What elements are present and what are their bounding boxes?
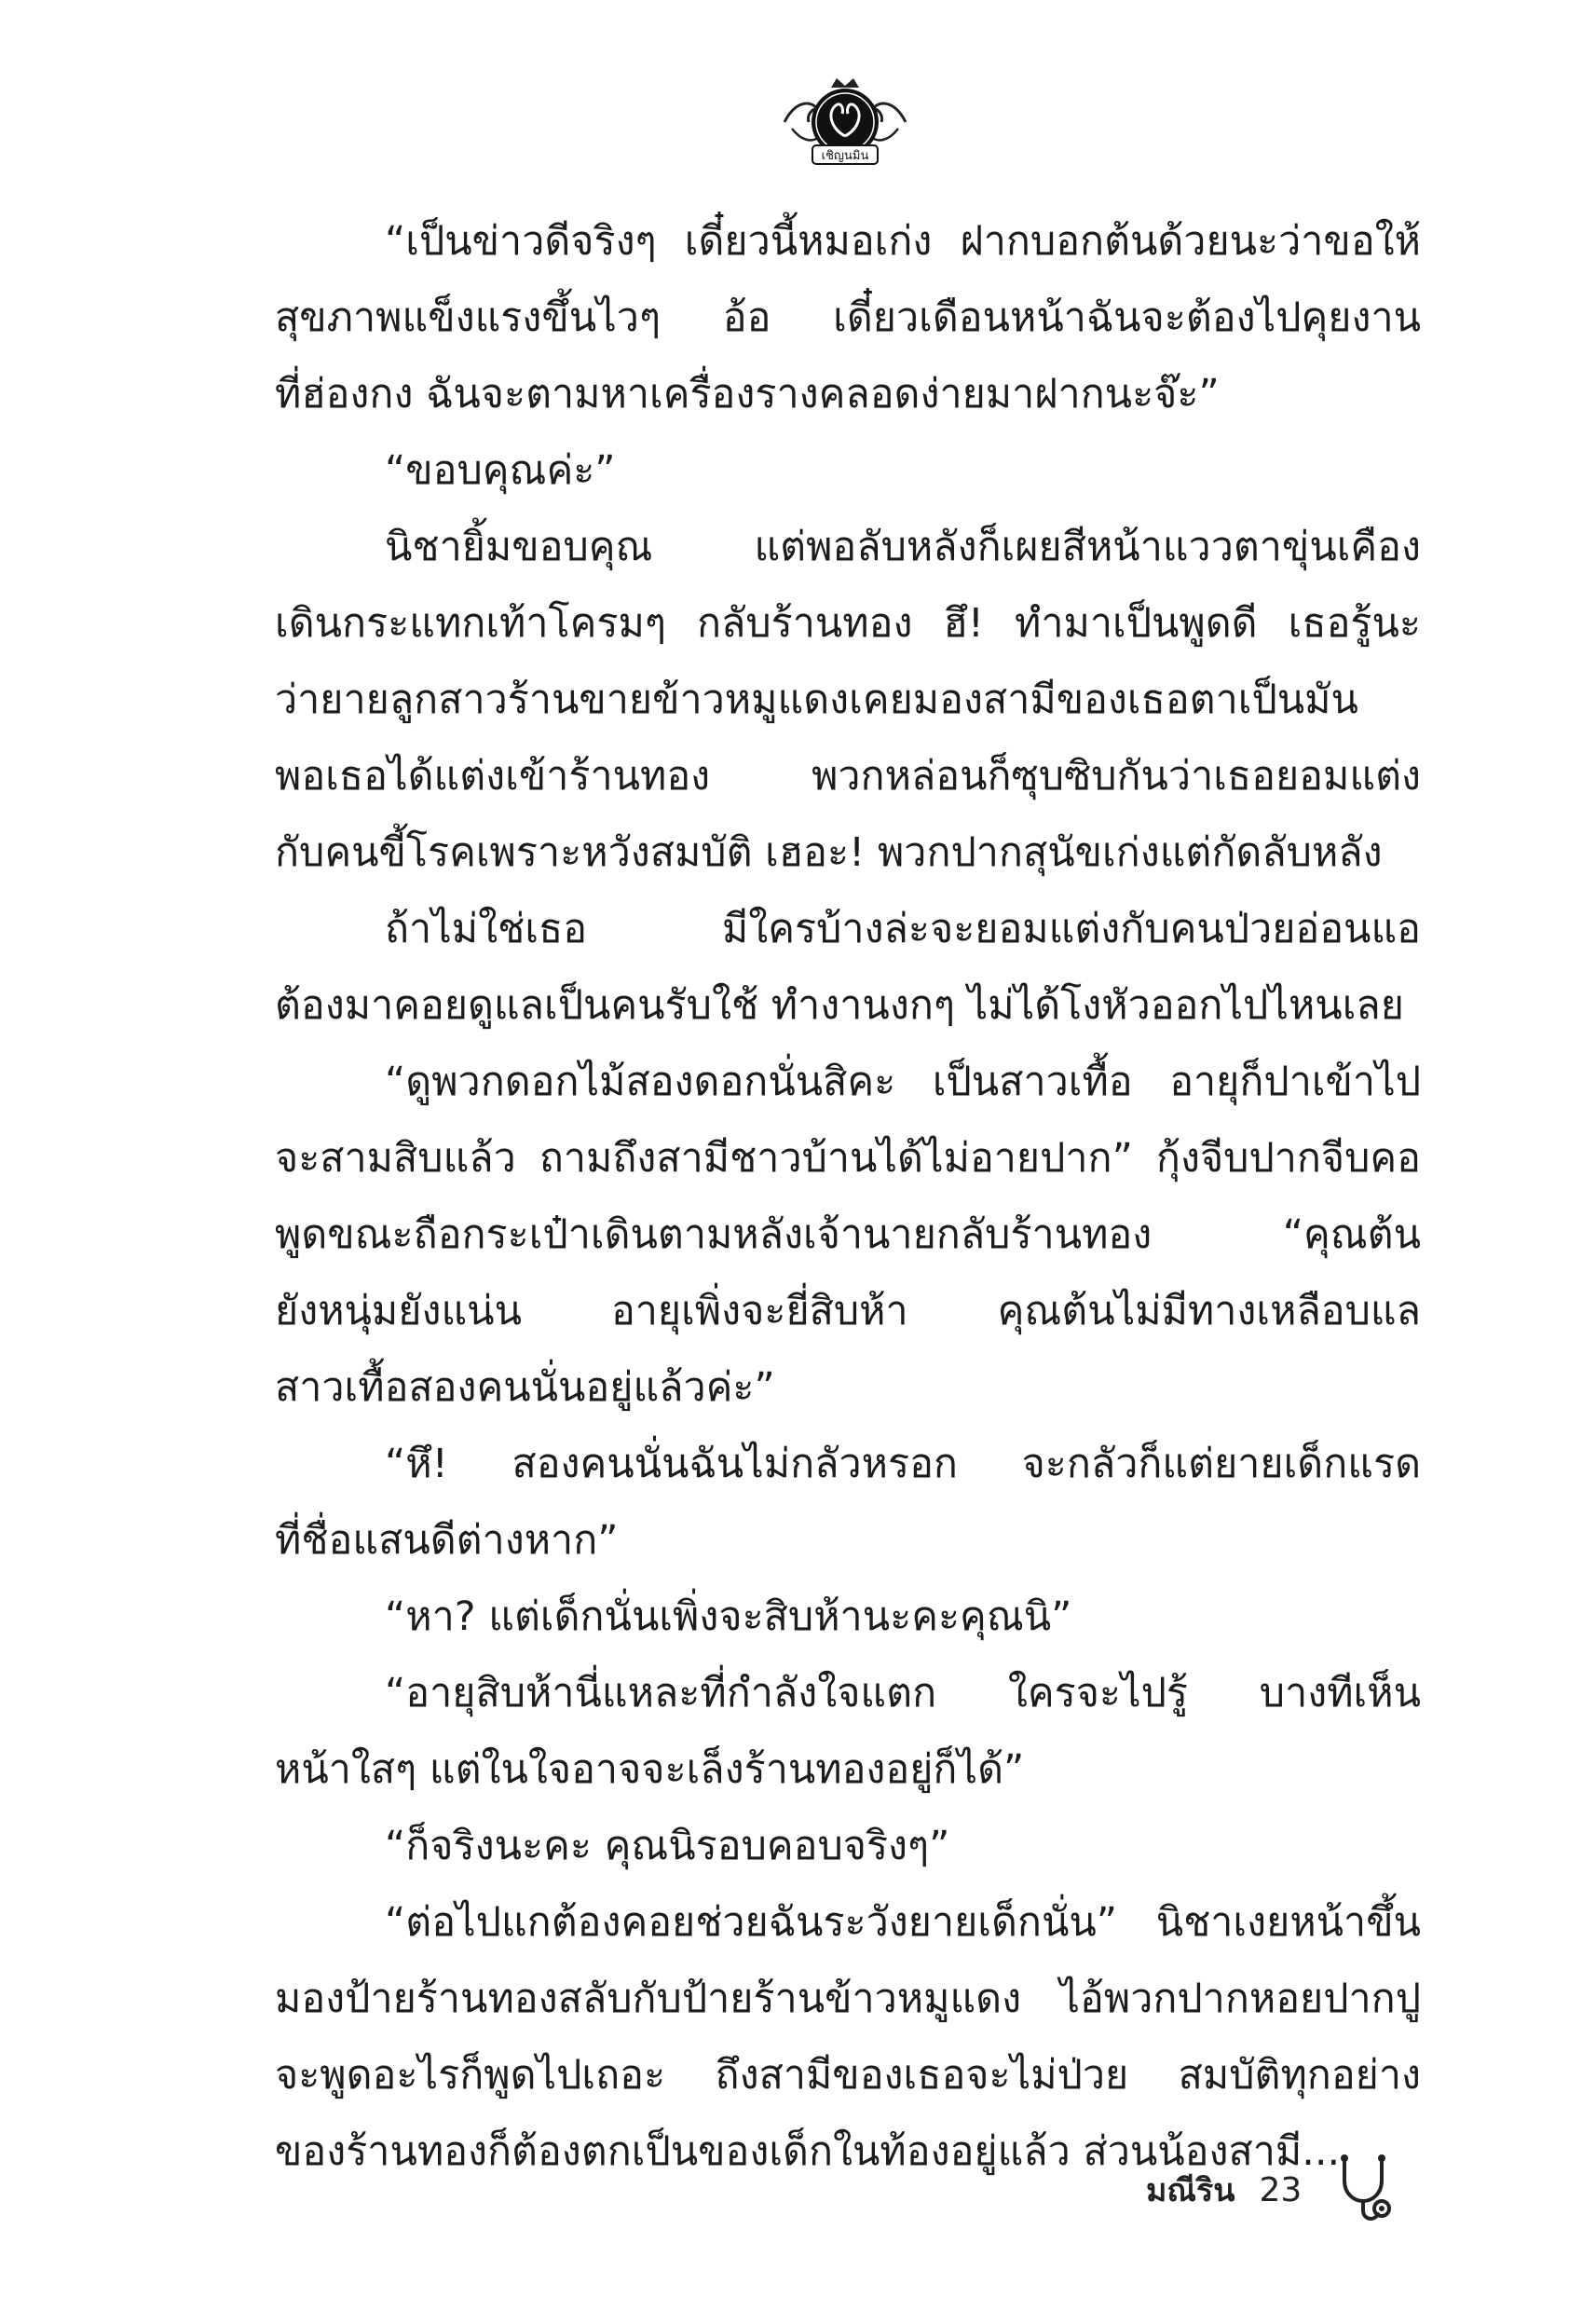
text-line: เดินกระแทกเท้าโครมๆ กลับร้านทอง ฮึ! ทำมาเป็นพูดดี เธอรู้นะ xyxy=(275,600,1421,647)
text-line: กับคนขี้โรคเพราะหวังสมบัติ เฮอะ! พวกปากสุนัขเก่งแต่กัดลับหลัง xyxy=(275,829,1383,876)
logo-crest xyxy=(775,71,915,173)
text-line: มองป้ายร้านทองสลับกับป้ายร้านข้าวหมูแดง ไอ้พวกปากหอยปากปู xyxy=(275,1976,1421,2022)
text-line: “หา? แต่เด็กนั่นเพิ่งจะสิบห้านะคะคุณนิ” xyxy=(385,1593,1072,1640)
page-footer xyxy=(1146,2153,1397,2227)
text-line: สาวเทื้อสองคนนั่นอยู่แล้วค่ะ” xyxy=(275,1364,775,1411)
logo-text: เชิญนมิน xyxy=(821,149,869,163)
text-line: “ต่อไปแกต้องคอยช่วยฉันระวังยายเด็กนั่น” นิชาเงยหน้าขึ้น xyxy=(385,1899,1421,1946)
text-line: ว่ายายลูกสาวร้านขายข้าวหมูแดงเคยมองสามีของเธอตาเป็นมัน xyxy=(275,677,1358,723)
text-line: “เป็นข่าวดีจริงๆ เดี๋ยวนี้หมอเก่ง ฝากบอกต้นด้วยนะว่าขอให้ xyxy=(385,218,1421,265)
page-number: 23 xyxy=(1259,2170,1303,2209)
text-line: พูดขณะถือกระเป๋าเดินตามหลังเจ้านายกลับร้านทอง “คุณต้น xyxy=(275,1211,1421,1258)
text-line: “ดูพวกดอกไม้สองดอกนั่นสิคะ เป็นสาวเทื้อ อายุก็ปาเข้าไป xyxy=(385,1059,1421,1105)
text-line: จะพูดอะไรก็พูดไปเถอะ ถึงสามีของเธอจะไม่ป่วย สมบัติทุกอย่าง xyxy=(275,2052,1421,2099)
text-line: หน้าใสๆ แต่ในใจอาจจะเล็งร้านทองอยู่ก็ได้” xyxy=(275,1746,1025,1793)
book-title: มณีริน xyxy=(1146,2172,1235,2209)
text-line: ของร้านทองก็ต้องตกเป็นของเด็กในท้องอยู่แล้ว ส่วนน้องสามี... xyxy=(275,2128,1341,2175)
text-line: “อายุสิบห้านี่แหละที่กำลังใจแตก ใครจะไปรู้ บางทีเห็น xyxy=(385,1670,1421,1716)
swan-crest-icon xyxy=(775,71,915,173)
text-line: “ขอบคุณค่ะ” xyxy=(385,447,616,494)
text-line: จะสามสิบแล้ว ถามถึงสามีชาวบ้านได้ไม่อายปาก” กุ้งจีบปากจีบคอ xyxy=(275,1135,1421,1182)
text-line: ที่ฮ่องกง ฉันจะตามหาเครื่องรางคลอดง่ายมาฝากนะจ๊ะ” xyxy=(275,371,1220,417)
text-line: ถ้าไม่ใช่เธอ มีใครบ้างล่ะจะยอมแต่งกับคนป่วยอ่อนแอ xyxy=(385,906,1421,952)
text-line: พอเธอได้แต่งเข้าร้านทอง พวกหล่อนก็ซุบซิบกันว่าเธอยอมแต่ง xyxy=(275,753,1421,800)
text-line: ที่ชื่อแสนดีต่างหาก” xyxy=(275,1517,619,1564)
text-line: สุขภาพแข็งแรงขึ้นไวๆ อ้อ เดี๋ยวเดือนหน้าฉันจะต้องไปคุยงาน xyxy=(275,294,1421,341)
text-line: “หึ! สองคนนั่นฉันไม่กลัวหรอก จะกลัวก็แต่ยายเด็กแรด xyxy=(385,1441,1421,1487)
text-line: ต้องมาคอยดูแลเป็นคนรับใช้ ทำงานงกๆ ไม่ได้โงหัวออกไปไหนเลย xyxy=(275,982,1404,1029)
page-body xyxy=(275,203,1421,2175)
text-line: นิชายิ้มขอบคุณ แต่พอลับหลังก็เผยสีหน้าแววตาขุ่นเคือง xyxy=(385,524,1421,570)
text-line: “ก็จริงนะคะ คุณนิรอบคอบจริงๆ” xyxy=(385,1823,950,1869)
text-line: ยังหนุ่มยังแน่น อายุเพิ่งจะยี่สิบห้า คุณต้นไม่มีทางเหลือบแล xyxy=(275,1288,1421,1334)
stethoscope-icon xyxy=(1331,2153,1397,2227)
